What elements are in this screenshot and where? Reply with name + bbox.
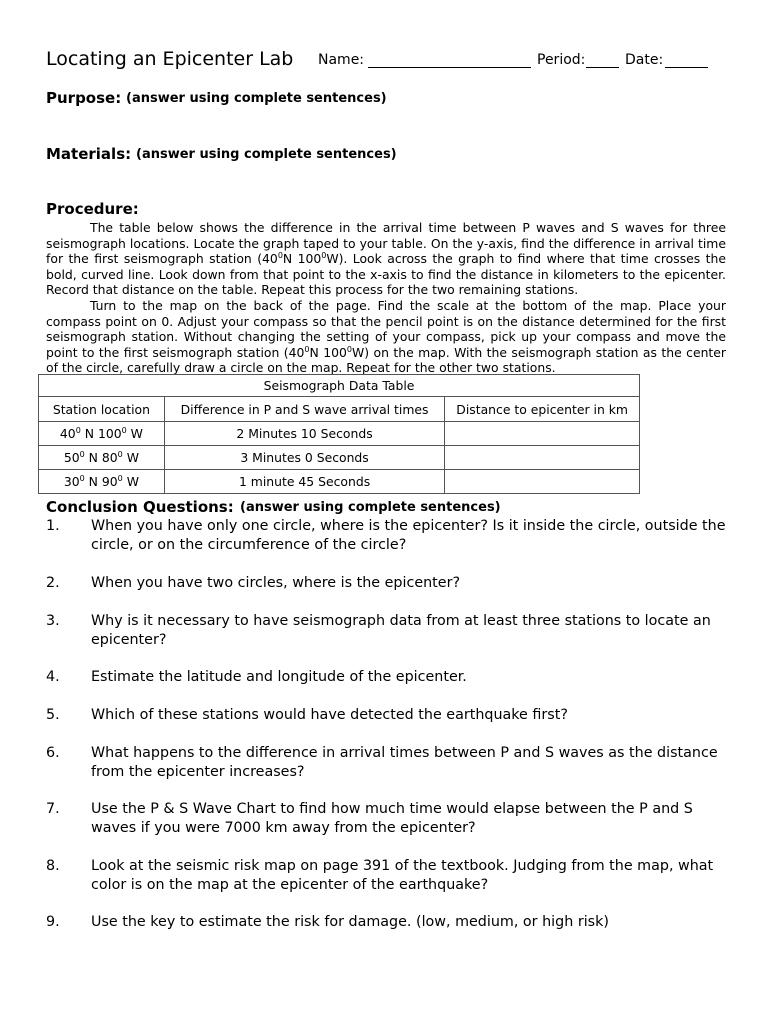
- question-number: 8.: [46, 858, 60, 874]
- table-header-row: [39, 397, 640, 422]
- materials-heading: Materials:: [46, 145, 132, 163]
- procedure-paragraph-1: The table below shows the difference in the arrival time between P waves and S waves for three seismograph locations. Locate the graph taped to your table. On the y-axis, find the difference in arrival time for the first seismograph station ($40^0N$ $100^0W$). Look across the graph to find where that time crosses the bold, curved line. Look down from that point to the x-axis to find the distance in kilometers to the epicenter. Record that distance on the table. Repeat this process for the two remaining stations.: [46, 220, 726, 298]
- station-location-cell: $50^0$ N $80^0$ W: [39, 446, 165, 470]
- table-caption: Seismograph Data Table: [38, 374, 640, 396]
- question-number: 4.: [46, 669, 60, 685]
- page-title: Locating an Epicenter Lab: [46, 48, 294, 70]
- table-row: [39, 446, 640, 470]
- question-number: 3.: [46, 613, 60, 629]
- question-text: Look at the seismic risk map on page 391 of the textbook. Judging from the map, what color is on the map at the epicenter of the earthquake?: [91, 858, 714, 893]
- name-label: Name:: [318, 52, 365, 68]
- distance-answer-cell[interactable]: [445, 446, 640, 470]
- station-location-cell: $30^0$ N $90^0$ W: [39, 470, 165, 494]
- question-text: Use the key to estimate the risk for damage. (low, medium, or high risk): [91, 914, 609, 930]
- distance-answer-cell[interactable]: [445, 422, 640, 446]
- header-station-location: Station location: [39, 397, 165, 422]
- arrival-difference-cell: 1 minute 45 Seconds: [164, 470, 444, 494]
- question-number: 2.: [46, 575, 60, 591]
- question-text: When you have only one circle, where is the epicenter? Is it inside the circle, outside the circle, or on the circumference of the circle?: [91, 518, 726, 553]
- question-text: Use the P & S Wave Chart to find how much time would elapse between the P and S waves if you were 7000 km away from the epicenter?: [91, 801, 693, 836]
- question-text: Which of these stations would have detected the earthquake first?: [91, 707, 568, 723]
- arrival-difference-cell: 3 Minutes 0 Seconds: [164, 446, 444, 470]
- header-distance: Distance to epicenter in km: [445, 397, 640, 422]
- question-number: 6.: [46, 745, 60, 761]
- procedure-heading: Procedure:: [46, 200, 139, 218]
- arrival-difference-cell: 2 Minutes 10 Seconds: [164, 422, 444, 446]
- question-number: 7.: [46, 801, 60, 817]
- purpose-heading: Purpose:: [46, 89, 122, 107]
- date-label: Date:: [625, 52, 664, 68]
- question-number: 5.: [46, 707, 60, 723]
- conclusion-note: (answer using complete sentences): [240, 500, 501, 515]
- station-location-cell: $40^0$ N $100^0$ W: [39, 422, 165, 446]
- conclusion-heading: Conclusion Questions:: [46, 498, 234, 516]
- seismograph-data-table: [38, 374, 640, 494]
- question-text: What happens to the difference in arrival times between P and S waves as the distance from the epicenter increases?: [91, 745, 718, 780]
- date-blank[interactable]: [665, 53, 708, 68]
- header-arrival-difference: Difference in P and S wave arrival times: [164, 397, 444, 422]
- table-row: [39, 422, 640, 446]
- question-number: 9.: [46, 914, 60, 930]
- question-number: 1.: [46, 518, 60, 534]
- period-blank[interactable]: [586, 53, 619, 68]
- procedure-paragraph-2: Turn to the map on the back of the page. Find the scale at the bottom of the map. Place your compass point on 0. Adjust your compass so that the pencil point is on the distance determined for the first seismograph station. Without changing the setting of your compass, pick up your compass and move the point to the first seismograph station ($40^0N$ $100^0W$) on the map. With the seismograph station as the center of the circle, carefully draw a circle on the map. Repeat for the other two stations.: [46, 297, 727, 376]
- question-text: Why is it necessary to have seismograph data from at least three stations to locate an epicenter?: [91, 613, 711, 648]
- question-text: When you have two circles, where is the epicenter?: [91, 575, 461, 591]
- question-text: Estimate the latitude and longitude of the epicenter.: [91, 669, 467, 685]
- distance-answer-cell[interactable]: [445, 470, 640, 494]
- purpose-note: (answer using complete sentences): [126, 91, 387, 106]
- procedure-text: [46, 220, 726, 376]
- table-row: [39, 470, 640, 494]
- name-blank[interactable]: [368, 53, 531, 68]
- period-label: Period:: [537, 52, 586, 68]
- materials-note: (answer using complete sentences): [136, 147, 397, 162]
